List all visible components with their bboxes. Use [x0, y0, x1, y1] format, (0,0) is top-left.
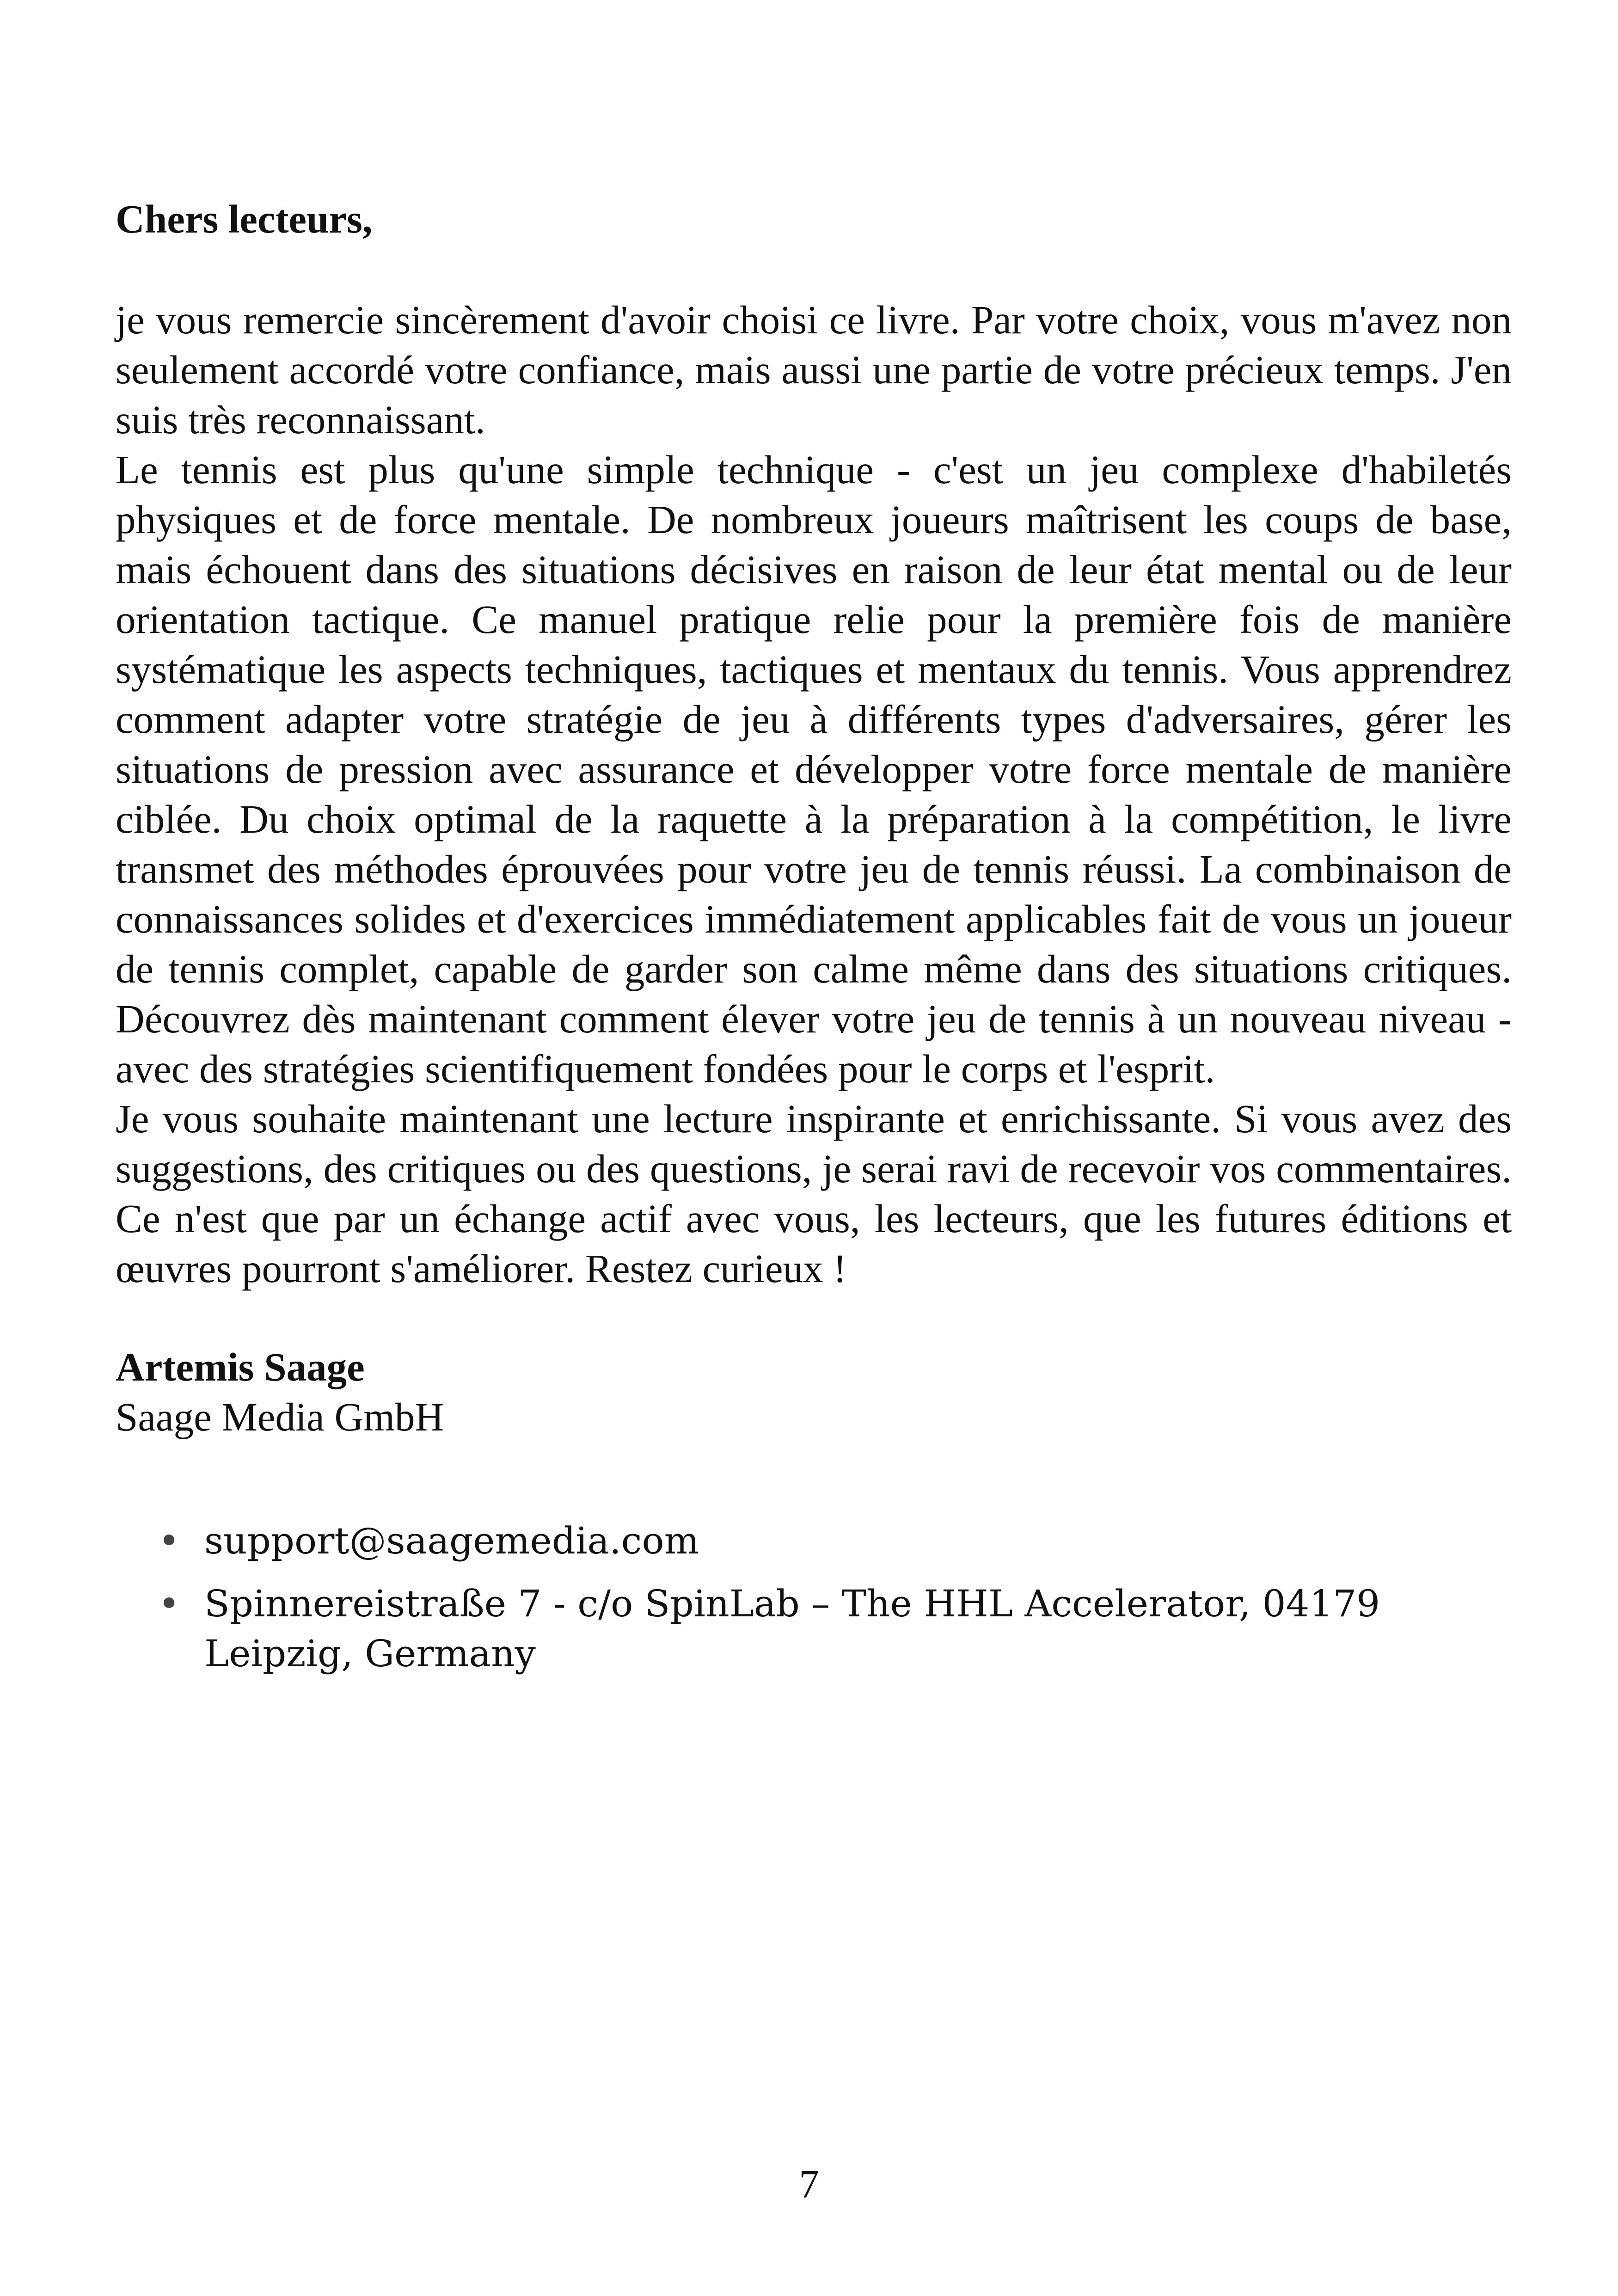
bullet-icon: •: [158, 1519, 180, 1562]
contact-address: [116, 1579, 1512, 1679]
author-name: Artemis Saage: [116, 1344, 365, 1389]
bullet-icon: •: [158, 1582, 180, 1625]
contact-address-text: Spinnereistraße 7 - c/o SpinLab – The HHL Accelerator, 04179 Leipzig, Germany: [204, 1582, 1380, 1675]
contact-email-text: support@saagemedia.com: [204, 1519, 699, 1562]
contact-email: [116, 1516, 1512, 1566]
company-name: Saage Media GmbH: [116, 1394, 444, 1439]
greeting-heading: Chers lecteurs,: [116, 196, 373, 241]
page-number: 7: [799, 2161, 819, 2206]
letter-body: [116, 295, 1512, 1294]
paragraph-closing: Je vous souhaite maintenant une lecture inspirante et enrichissante. Si vous avez des suggestions, des critiques ou des questions, je serai ravi de recevoir vos commentaires. Ce n'est que par un échange actif avec vous, les lecteurs, que les futures éditions et œuvres pourront s'améliorer. Restez curieux !: [116, 1096, 1512, 1291]
letter-content: [116, 194, 1512, 1692]
paragraph-tennis: Le tennis est plus qu'une simple technique - c'est un jeu complexe d'habiletés physiques et de force mentale. De nombreux joueurs maîtrisent les coups de base, mais échouent dans des situations décisives en raison de leur état mental ou de leur orientation tactique. Ce manuel pratique relie pour la première fois de manière systématique les aspects techniques, tactiques et mentaux du tennis. Vous apprendrez comment adapter votre stratégie de jeu à différents types d'adversaires, gérer les situations de pression avec assurance et développer votre force mentale de manière ciblée. Du choix optimal de la raquette à la préparation à la compétition, le livre transmet des méthodes éprouvées pour votre jeu de tennis réussi. La combinaison de connaissances solides et d'exercices immédiatement applicables fait de vous un joueur de tennis complet, capable de garder son calme même dans des situations critiques. Découvrez dès maintenant comment élever votre jeu de tennis à un nouveau niveau - avec des stratégies scientifiquement fondées pour le corps et l'esprit.: [116, 447, 1512, 1091]
paragraph-thanks: je vous remercie sincèrement d'avoir choisi ce livre. Par votre choix, vous m'avez non seulement accordé votre confiance, mais aussi une partie de votre précieux temps. J'en suis très reconnaissant.: [116, 297, 1512, 442]
contact-list: [116, 1516, 1512, 1679]
signature-block: [116, 1342, 1512, 1442]
